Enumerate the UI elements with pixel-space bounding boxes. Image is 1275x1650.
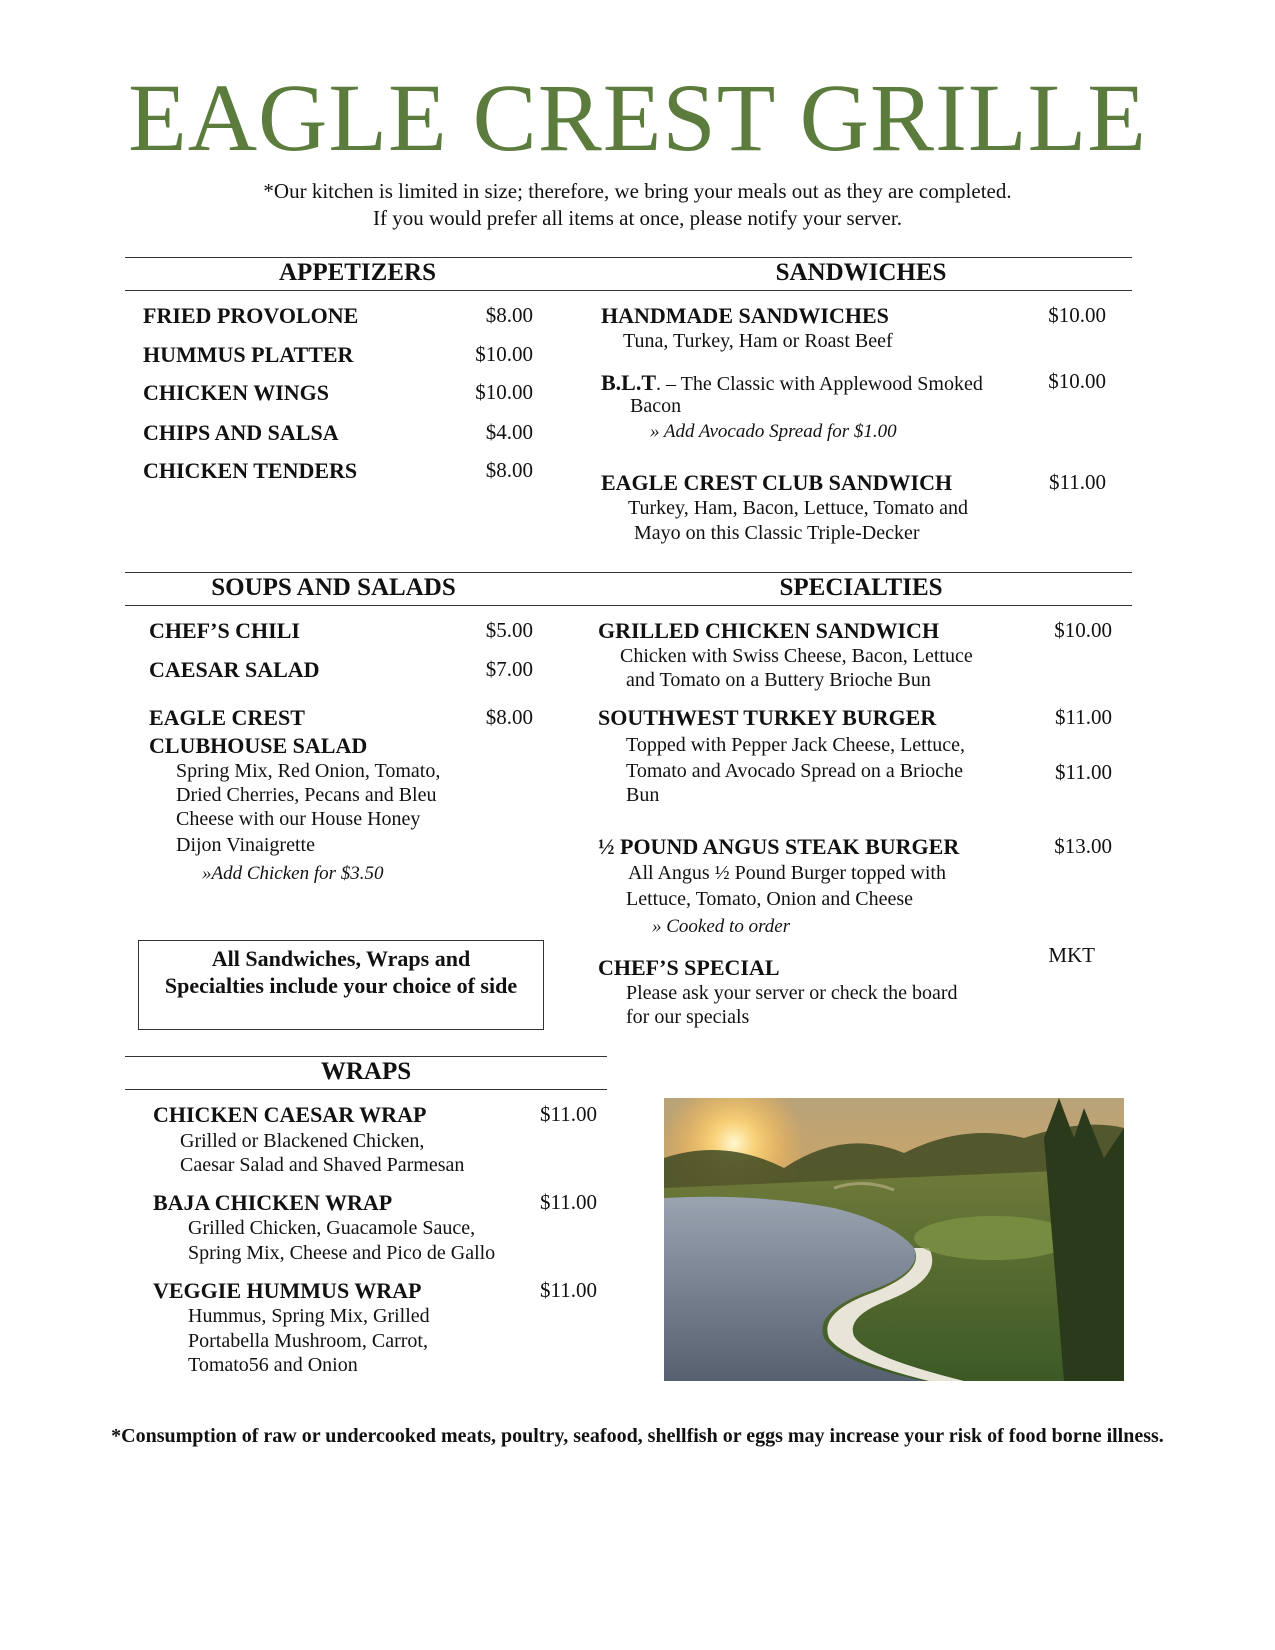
menu-item-name: CAESAR SALAD (149, 657, 320, 682)
menu-item-price: $10.00 (1048, 369, 1106, 393)
food-safety-disclaimer: *Consumption of raw or undercooked meats, poultry, seafood, shellfish or eggs may increase your risk of food borne illness. (111, 1425, 1164, 1447)
menu-item-description: Portabella Mushroom, Carrot, (188, 1330, 428, 1352)
menu-item-name: B.L.T (601, 370, 657, 395)
menu-item-note: »Add Chicken for $3.50 (202, 863, 384, 884)
menu-item-price: MKT (1048, 943, 1095, 967)
menu-item-price: $8.00 (485, 303, 533, 327)
kitchen-notice-line1: *Our kitchen is limited in size; therefore, we bring your meals out as they are completed. (263, 179, 1012, 203)
sides-info-line1: All Sandwiches, Wraps and (211, 946, 471, 971)
menu-item-description: Grilled Chicken, Guacamole Sauce, (188, 1217, 476, 1239)
menu-item-description: Tomato and Avocado Spread on a Brioche (626, 760, 964, 782)
menu-item-price: $13.00 (1054, 834, 1112, 858)
menu-item-name: HUMMUS PLATTER (143, 342, 354, 367)
menu-item-description: Tuna, Turkey, Ham or Roast Beef (623, 330, 893, 352)
menu-item-description: Topped with Pepper Jack Cheese, Lettuce, (626, 734, 966, 756)
restaurant-title: EAGLE CREST GRILLE (128, 64, 1147, 171)
menu-item-description: Dijon Vinaigrette (176, 834, 315, 856)
menu-item-name: EAGLE CREST (149, 705, 305, 730)
menu-item-description: . – The Classic with Applewood Smoked (656, 373, 983, 395)
menu-item-name: CHEF’S SPECIAL (598, 955, 780, 980)
menu-item-name: VEGGIE HUMMUS WRAP (153, 1278, 422, 1303)
menu-item-price: $11.00 (540, 1102, 597, 1126)
menu-item-price: $5.00 (485, 618, 533, 642)
sandwiches-heading: SANDWICHES (775, 259, 947, 286)
menu-item-description: Dried Cherries, Pecans and Bleu (176, 784, 437, 806)
sides-info-line2: Specialties include your choice of side (164, 973, 518, 998)
menu-item-name: CHICKEN TENDERS (143, 458, 358, 483)
sides-info-box (138, 940, 544, 1030)
divider (125, 1089, 607, 1090)
menu-item-name: CLUBHOUSE SALAD (149, 733, 368, 758)
menu-item-price: $11.00 (540, 1278, 597, 1302)
menu-item-name: FRIED PROVOLONE (143, 303, 359, 328)
kitchen-notice-line2: If you would prefer all items at once, please notify your server. (373, 206, 902, 230)
menu-item-name: CHIPS AND SALSA (143, 420, 339, 445)
menu-item-price: $11.00 (540, 1190, 597, 1214)
golf-course-photo (664, 1098, 1124, 1381)
menu-item-price: $11.00 (1055, 760, 1112, 784)
menu-item-description: Caesar Salad and Shaved Parmesan (180, 1154, 465, 1176)
menu-item-description: Bacon (630, 395, 682, 417)
menu-item-description: and Tomato on a Buttery Brioche Bun (626, 669, 931, 691)
menu-item-description: Tomato56 and Onion (188, 1354, 358, 1376)
appetizers-heading: APPETIZERS (279, 259, 436, 286)
menu-item-description: Cheese with our House Honey (176, 808, 421, 830)
divider (125, 290, 1132, 291)
specialties-heading: SPECIALTIES (779, 574, 943, 601)
menu-item-name: BAJA CHICKEN WRAP (153, 1190, 393, 1215)
menu-item-name: ½ POUND ANGUS STEAK BURGER (598, 834, 960, 859)
menu-item-note: » Cooked to order (652, 916, 791, 937)
blt-line (601, 369, 983, 397)
menu-item-description: Spring Mix, Red Onion, Tomato, (176, 760, 441, 782)
menu-item-price: $8.00 (485, 458, 533, 482)
menu-item-description: Please ask your server or check the board (626, 982, 958, 1004)
menu-item-price: $10.00 (475, 380, 533, 404)
menu-item-price: $10.00 (1048, 303, 1106, 327)
menu-item-description: All Angus ½ Pound Burger topped with (628, 862, 946, 884)
menu-item-name: CHICKEN WINGS (143, 380, 330, 405)
menu-item-name: EAGLE CREST CLUB SANDWICH (601, 470, 953, 495)
menu-item-price: $8.00 (485, 705, 533, 729)
menu-item-name: CHICKEN CAESAR WRAP (153, 1102, 427, 1127)
menu-item-price: $7.00 (485, 657, 533, 681)
menu-item-description: for our specials (626, 1006, 750, 1028)
soups-salads-heading: SOUPS AND SALADS (211, 574, 456, 601)
menu-item-description: Hummus, Spring Mix, Grilled (188, 1305, 430, 1327)
menu-item-description: Bun (626, 784, 660, 806)
menu-item-name: GRILLED CHICKEN SANDWICH (598, 618, 940, 643)
menu-item-price: $11.00 (1049, 470, 1106, 494)
menu-item-price: $11.00 (1055, 705, 1112, 729)
divider (125, 605, 1132, 606)
menu-item-name: HANDMADE SANDWICHES (601, 303, 889, 328)
wraps-heading: WRAPS (320, 1058, 412, 1085)
menu-item-description: Grilled or Blackened Chicken, (180, 1130, 425, 1152)
menu-item-note: » Add Avocado Spread for $1.00 (650, 421, 897, 442)
menu-item-description: Lettuce, Tomato, Onion and Cheese (626, 888, 914, 910)
menu-item-description: Spring Mix, Cheese and Pico de Gallo (188, 1242, 496, 1264)
menu-item-price: $10.00 (1054, 618, 1112, 642)
menu-item-price: $10.00 (475, 342, 533, 366)
menu-item-description: Mayo on this Classic Triple-Decker (634, 522, 920, 544)
menu-item-description: Turkey, Ham, Bacon, Lettuce, Tomato and (628, 497, 969, 519)
menu-item-description: Chicken with Swiss Cheese, Bacon, Lettuce (620, 645, 973, 667)
menu-item-name: SOUTHWEST TURKEY BURGER (598, 705, 937, 730)
menu-item-name: CHEF’S CHILI (149, 618, 300, 643)
menu-item-price: $4.00 (485, 420, 533, 444)
